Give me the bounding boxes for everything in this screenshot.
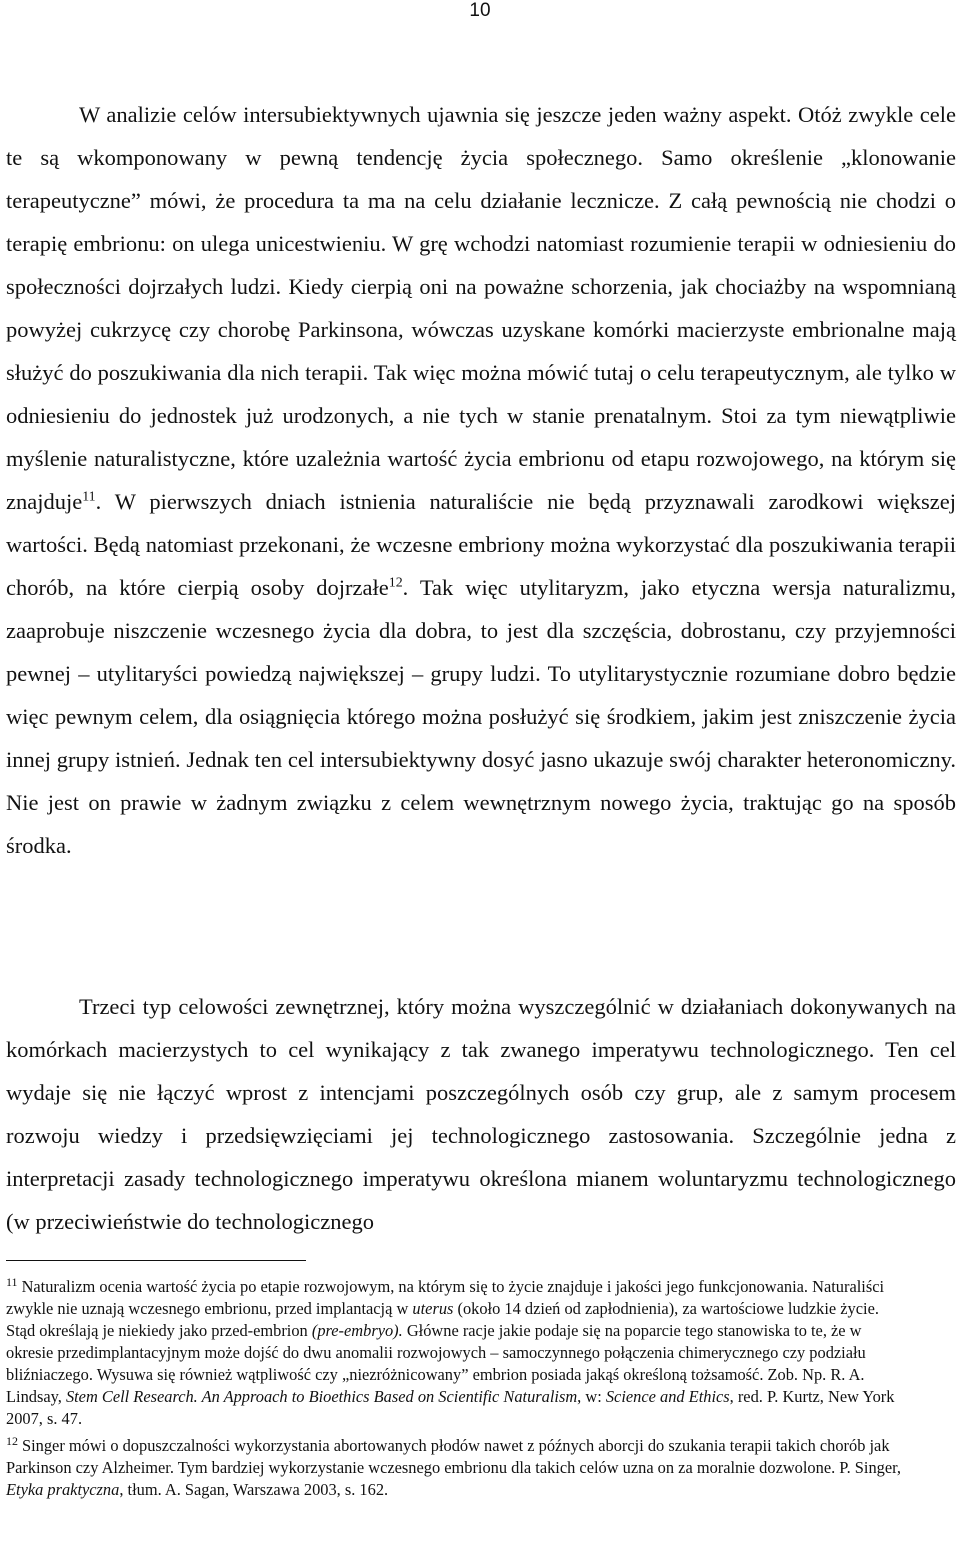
footnote-text: Główne racje jakie podaje się na poparcie tego stanowiska to te, że w okresie przedimplantacyjnym może dojść do dwu anomalii rozwojowych – samoczynnego połączenia chimerycznego czy podziału bliźniaczego. Wysuwa się również wątpliwość czy „niezróżnicowany” embrion posiada jakąś określoną tożsamość. Zob. Np. R. A. Lindsay, [6,1321,866,1406]
footnote-number: 11 [6,1275,18,1289]
footnote-text: , tłum. A. Sagan, Warszawa 2003, s. 162. [119,1480,389,1499]
footnote-text: , red. P. Kurtz, New York 2007, s. 47. [6,1387,895,1428]
footnote-11 [6,1271,906,1430]
body-paragraph-2 [6,985,956,1243]
footnote-separator [6,1260,306,1261]
footnote-12 [6,1430,906,1501]
footnote-text: (około 14 dzień od zapłodnienia), za wartościowe ludzkie życie. Stąd określają je niekiedy jako przed-embrion [6,1299,879,1340]
footnote-ref-11[interactable]: 11 [82,489,96,505]
body-paragraph-1 [6,93,956,867]
footnote-ref-12[interactable]: 12 [388,575,403,591]
footnote-italic: uterus [412,1299,454,1318]
footnote-text: Singer mówi o dopuszczalności wykorzystania abortowanych płodów nawet z późnych aborcji do szukania terapii takich chorób jak Parkinson czy Alzheimer. Tym bardziej wykorzystanie wczesnego embrionu dla takich celów uzna on za moralnie dozwolone. P. Singer, [6,1436,902,1477]
footnote-italic: Stem Cell Research. An Approach to Bioethics Based on Scientific Naturalism [65,1387,578,1406]
footnote-italic: Science and Ethics [605,1387,730,1406]
footnote-italic: Etyka praktyczna [6,1480,120,1499]
footnotes [6,1271,906,1501]
footnote-italic: (pre-embryo). [311,1321,403,1340]
footnote-number: 12 [6,1434,18,1448]
page-number: 10 [469,0,491,21]
paragraph-text: Trzeci typ celowości zewnętrznej, który można wyszczególnić w działaniach dokonywanych na komórkach macierzystych to cel wynikający z tak zwanego imperatywu technologicznego. Ten cel wydaje się nie łączyć wprost z intencjami poszczególnych osób czy grup, ale z samym procesem rozwoju wiedzy i przedsięwzięciami jej technologicznego zastosowania. Szczególnie jedna z interpretacji zasady technologicznego imperatywu określona mianem woluntaryzmu technologicznego (w przeciwieństwie do technologicznego [6,994,956,1234]
paragraph-text: . Tak więc utylitaryzm, jako etyczna wersja naturalizmu, zaaprobuje niszczenie wczesnego życia dla dobra, to jest dla szczęścia, dobrostanu, czy przyjemności pewnej – utylitaryści powiedzą największej – grupy ludzi. To utylitarystycznie rozumiane dobro będzie więc pewnym celem, dla osiągnięcia którego można posłużyć się środkiem, jakim jest zniszczenie życia innej grupy istnień. Jednak ten cel intersubiektywny dosyć jasno ukazuje swój charakter heteronomiczny. Nie jest on prawie w żadnym związku z celem wewnętrznym nowego życia, traktując go na sposób środka. [6,575,956,858]
footnote-text: Naturalizm ocenia wartość życia po etapie rozwojowym, na którym się to życie znajduje i jakości jego funkcjonowania. Naturaliści zwykle nie uznają wczesnego embrionu, przed implantacją w [6,1277,885,1318]
paragraph-text: W analizie celów intersubiektywnych ujawnia się jeszcze jeden ważny aspekt. Otóż zwykle cele te są wkomponowany w pewną tendencję życia społecznego. Samo określenie „klonowanie terapeutyczne” mówi, że procedura ta ma na celu działanie lecznicze. Z całą pewnością nie chodzi o terapię embrionu: on ulega unicestwieniu. W grę wchodzi natomiast rozumienie terapii w odniesieniu do społeczności dojrzałych ludzi. Kiedy cierpią oni na poważne schorzenia, jak chociażby na wspomnianą powyżej cukrzycę czy chorobę Parkinsona, wówczas uzyskane komórki macierzyste embrionalne mają służyć do poszukiwania dla nich terapii. Tak więc można mówić tutaj o celu terapeutycznym, ale tylko w odniesieniu do jednostek już urodzonych, a nie tych w stanie prenatalnym. Stoi za tym niewątpliwie myślenie naturalistyczne, które uzależnia wartość życia embrionu od etapu rozwojowego, na którym się znajduje [6,102,956,514]
footnote-text: , w: [577,1387,606,1406]
paragraph-text: . W pierwszych dniach istnienia naturaliście nie będą przyznawali zarodkowi większej wartości. Będą natomiast przekonani, że wczesne embriony można wykorzystać dla poszukiwania terapii chorób, na które cierpią osoby dojrzałe [6,489,956,600]
